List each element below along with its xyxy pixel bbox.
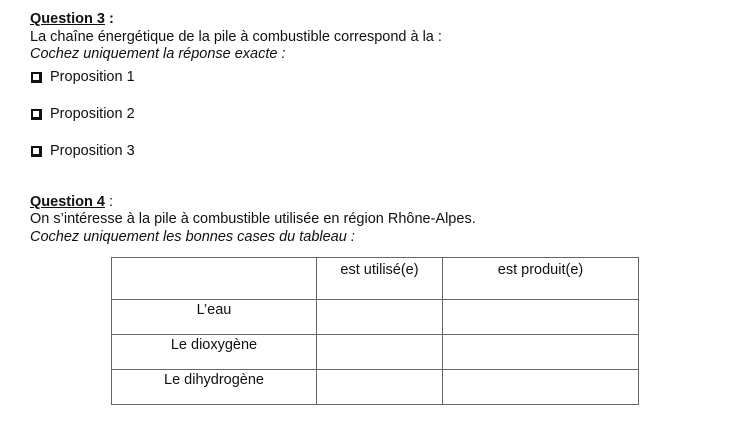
question-4-title-colon: : bbox=[104, 194, 113, 210]
question-3-prompt: La chaîne énergétique de la pile à combustible correspond à la : bbox=[30, 29, 442, 45]
option-1-checkbox[interactable] bbox=[31, 72, 42, 83]
question-4-instruction: Cochez uniquement les bonnes cases du tableau : bbox=[30, 229, 355, 245]
dihydrogene-produit-cell[interactable] bbox=[443, 370, 639, 405]
answer-table bbox=[111, 257, 639, 405]
header-est-utilise: est utilisé(e) bbox=[317, 258, 443, 300]
header-est-produit: est produit(e) bbox=[443, 258, 639, 300]
eau-produit-cell[interactable] bbox=[443, 300, 639, 335]
question-4-title-label: Question 4 bbox=[30, 194, 105, 210]
option-1[interactable] bbox=[31, 69, 135, 86]
option-2-checkbox[interactable] bbox=[31, 109, 42, 120]
question-3-title bbox=[30, 11, 114, 28]
option-2-label: Proposition 2 bbox=[50, 106, 135, 122]
row-label-eau: L’eau bbox=[112, 300, 317, 335]
question-3-instruction: Cochez uniquement la réponse exacte : bbox=[30, 46, 286, 62]
row-label-dihydrogene: Le dihydrogène bbox=[112, 370, 317, 405]
question-3-title-colon: : bbox=[104, 11, 114, 27]
table-row bbox=[112, 370, 639, 405]
option-2[interactable] bbox=[31, 106, 135, 123]
header-empty-cell bbox=[112, 258, 317, 300]
option-3-checkbox[interactable] bbox=[31, 146, 42, 157]
dihydrogene-utilise-cell[interactable] bbox=[317, 370, 443, 405]
table-row bbox=[112, 335, 639, 370]
dioxygene-produit-cell[interactable] bbox=[443, 335, 639, 370]
option-3-label: Proposition 3 bbox=[50, 143, 135, 159]
question-4-title bbox=[30, 194, 113, 211]
option-3[interactable] bbox=[31, 143, 135, 160]
question-4-prompt: On s’intéresse à la pile à combustible utilisée en région Rhône-Alpes. bbox=[30, 211, 476, 227]
table-row bbox=[112, 300, 639, 335]
dioxygene-utilise-cell[interactable] bbox=[317, 335, 443, 370]
row-label-dioxygene: Le dioxygène bbox=[112, 335, 317, 370]
question-3-title-label: Question 3 bbox=[30, 11, 105, 27]
option-1-label: Proposition 1 bbox=[50, 69, 135, 85]
eau-utilise-cell[interactable] bbox=[317, 300, 443, 335]
table-header-row bbox=[112, 258, 639, 300]
